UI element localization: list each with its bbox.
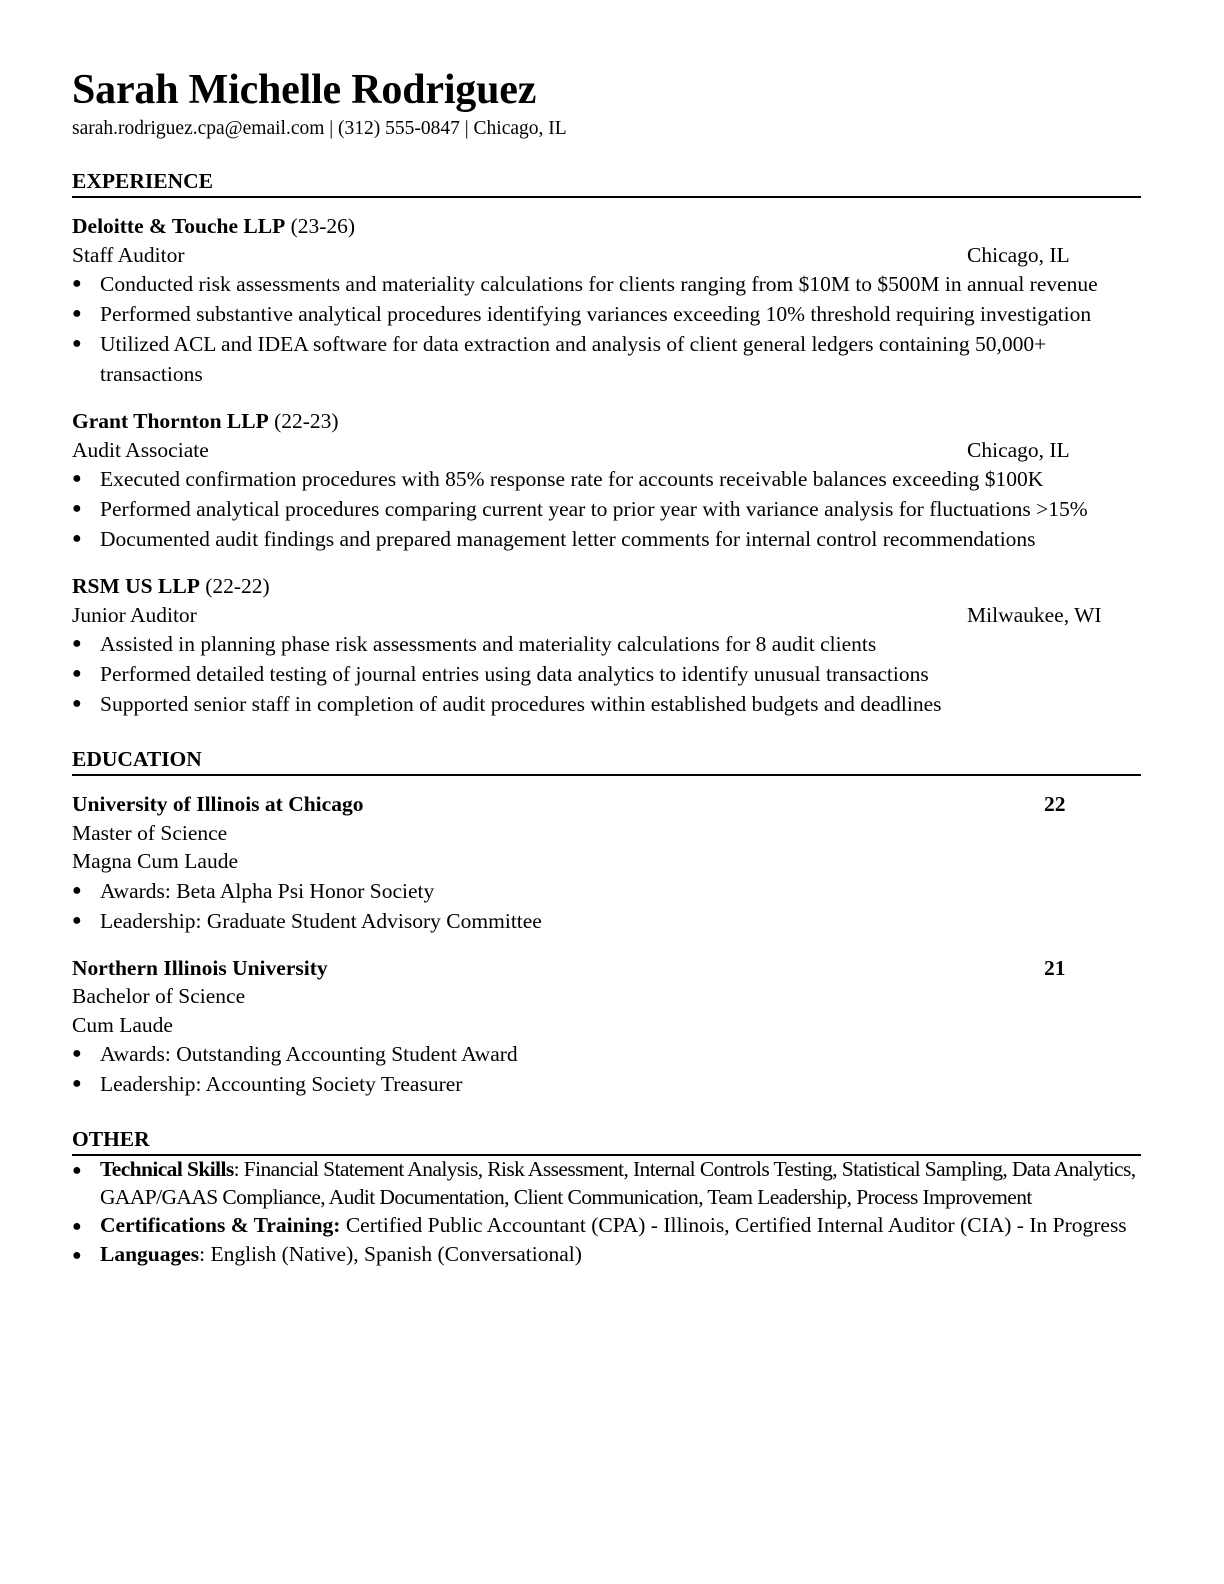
bullet-icon: ● xyxy=(72,1045,82,1062)
job-header xyxy=(72,407,1141,436)
bullet-icon: ● xyxy=(72,500,82,517)
education-bullets xyxy=(72,876,1141,936)
job-dates: (22-23) xyxy=(274,409,339,433)
job-bullets xyxy=(72,629,1141,719)
graduation-year: 22 xyxy=(1044,792,1066,816)
job-dates: (22-22) xyxy=(205,574,270,598)
company-name: RSM US LLP xyxy=(72,574,200,598)
bullet-icon: ● xyxy=(72,305,82,322)
list-item: ● Leadership: Accounting Society Treasurer xyxy=(72,1069,1141,1099)
school-name: Northern Illinois University xyxy=(72,955,328,980)
item-text: English (Native), Spanish (Conversational) xyxy=(210,1241,582,1266)
job-role-row xyxy=(72,601,1141,630)
list-item: ● Performed substantive analytical procedures identifying variances exceeding 10% threshold requiring investigation xyxy=(72,299,1141,329)
job-entry xyxy=(72,407,1141,554)
job-bullets xyxy=(72,464,1141,554)
school-header xyxy=(72,790,1141,819)
degree: Bachelor of Science xyxy=(72,984,246,1008)
job-dates: (23-26) xyxy=(290,214,356,238)
company-name: Grant Thornton LLP xyxy=(72,409,269,433)
list-item-languages: ● Languages: English (Native), Spanish (Conversational) xyxy=(72,1241,1141,1269)
bullet-icon: ● xyxy=(72,911,82,929)
honors: Magna Cum Laude xyxy=(72,849,238,873)
bullet-icon: ● xyxy=(72,1246,82,1264)
list-item: ● Conducted risk assessments and materiality calculations for clients ranging from $10M to $500M in annual revenue xyxy=(72,269,1141,299)
list-item: ● Performed analytical procedures comparing current year to prior year with variance analysis for fluctuations >15% xyxy=(72,494,1141,524)
graduation-year: 21 xyxy=(1044,955,1066,980)
section-title-education: EDUCATION xyxy=(72,745,1141,776)
job-role: Staff Auditor xyxy=(72,242,185,267)
bullet-icon: ● xyxy=(72,881,82,899)
education-bullets xyxy=(72,1039,1141,1099)
bullet-icon: ● xyxy=(72,1162,82,1179)
job-location: Chicago, IL xyxy=(967,242,1070,267)
item-text: Certified Public Accountant (CPA) - Illinois, Certified Internal Auditor (CIA) - In Progress xyxy=(345,1213,1127,1237)
degree: Master of Science xyxy=(72,820,228,845)
list-item: ● Assisted in planning phase risk assessments and materiality calculations for 8 audit clients xyxy=(72,629,1141,659)
item-text: Financial Statement Analysis, Risk Assessment, Internal Controls Testing, Statistical Sampling, Data Analytics, GAAP/GAAS Compliance, Audit Documentation, Client Communication, Team Leadership, Process Improvement xyxy=(100,1157,1136,1209)
list-item-technical-skills: ● Technical Skills: Financial Statement Analysis, Risk Assessment, Internal Controls Testing, Statistical Sampling, Data Analytics, GAAP/GAAS Compliance, Audit Documentation, Client Communication, Team Leadership, Process Improvement xyxy=(72,1157,1136,1209)
company-name: Deloitte & Touche LLP xyxy=(72,214,286,238)
contact-info: sarah.rodriguez.cpa@email.com | (312) 555-0847 | Chicago, IL xyxy=(72,118,567,139)
education-entry xyxy=(72,790,1141,936)
section-title-other: OTHER xyxy=(72,1125,1141,1156)
candidate-name: Sarah Michelle Rodriguez xyxy=(72,67,537,113)
bullet-icon: ● xyxy=(72,1218,82,1235)
job-location: Milwaukee, WI xyxy=(967,602,1102,627)
bullet-icon: ● xyxy=(72,695,82,712)
bullet-icon: ● xyxy=(72,470,82,487)
list-item: ● Leadership: Graduate Student Advisory Committee xyxy=(72,906,1141,936)
section-title-experience: EXPERIENCE xyxy=(72,167,1141,198)
bullet-icon: ● xyxy=(72,635,82,652)
job-header xyxy=(72,572,1141,601)
item-label: Certifications & Training: xyxy=(100,1213,341,1237)
list-item: ● Utilized ACL and IDEA software for data extraction and analysis of client general ledgers containing 50,000+ transactions xyxy=(72,329,1141,389)
other-list xyxy=(72,1156,1141,1268)
job-location: Chicago, IL xyxy=(967,437,1070,462)
job-role-row xyxy=(72,436,1141,465)
job-header xyxy=(72,212,1141,241)
job-entry xyxy=(72,212,1141,389)
resume-page xyxy=(72,64,1141,1268)
list-item-certifications xyxy=(72,1212,1141,1240)
bullet-icon: ● xyxy=(72,335,82,352)
honors: Cum Laude xyxy=(72,1012,173,1037)
job-entry xyxy=(72,572,1141,719)
bullet-icon: ● xyxy=(72,275,82,292)
bullet-icon: ● xyxy=(72,665,82,682)
list-item: ● Awards: Beta Alpha Psi Honor Society xyxy=(72,876,1141,906)
school-name: University of Illinois at Chicago xyxy=(72,792,364,816)
job-role: Junior Auditor xyxy=(72,602,197,627)
item-label: Technical Skills xyxy=(100,1157,234,1181)
school-header xyxy=(72,954,1141,983)
job-role-row xyxy=(72,241,1141,270)
job-bullets xyxy=(72,269,1141,389)
list-item: ● Executed confirmation procedures with 85% response rate for accounts receivable balances exceeding $100K xyxy=(72,464,1141,494)
item-label: Languages xyxy=(100,1241,200,1266)
education-entry xyxy=(72,954,1141,1100)
list-item: ● Performed detailed testing of journal entries using data analytics to identify unusual transactions xyxy=(72,659,1141,689)
job-role: Audit Associate xyxy=(72,437,209,462)
bullet-icon: ● xyxy=(72,530,82,547)
list-item: ● Awards: Outstanding Accounting Student Award xyxy=(72,1039,1141,1069)
list-item: ● Supported senior staff in completion of audit procedures within established budgets and deadlines xyxy=(72,689,1141,719)
list-item: ● Documented audit findings and prepared management letter comments for internal control recommendations xyxy=(72,524,1141,554)
bullet-icon: ● xyxy=(72,1075,82,1092)
